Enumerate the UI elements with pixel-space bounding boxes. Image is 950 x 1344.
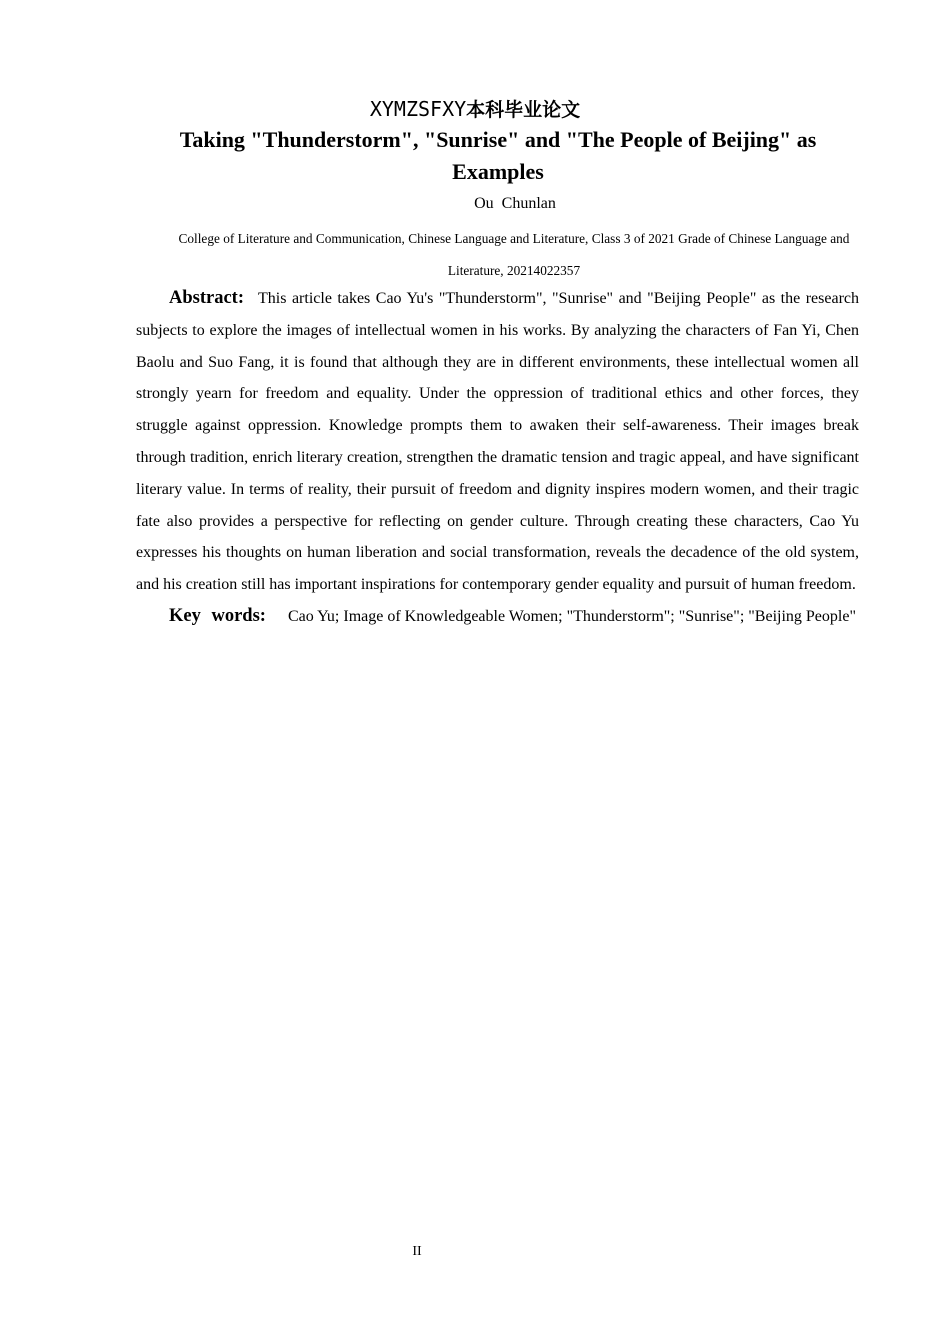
keywords-text: Cao Yu; Image of Knowledgeable Women; "Thunderstorm"; "Sunrise"; "Beijing People" bbox=[287, 607, 856, 625]
running-header bbox=[0, 95, 950, 124]
page-number: II bbox=[412, 1244, 422, 1259]
author-affiliation: College of Literature and Communication, Chinese Language and Literature, Class 3 of 2021 Grade of Chinese Language and Literature, 20214022357 bbox=[178, 231, 850, 278]
abstract-section bbox=[136, 283, 859, 633]
paper-title: Taking "Thunderstorm", "Sunrise" and "The People of Beijing" as Examples bbox=[179, 127, 817, 184]
keywords-paragraph bbox=[136, 601, 859, 633]
header-label-cn: 本科毕业论文 bbox=[466, 99, 581, 121]
header-code: XYMZSFXY bbox=[369, 97, 467, 121]
abstract-paragraph bbox=[136, 283, 859, 601]
abstract-label: Abstract: bbox=[169, 288, 245, 308]
keywords-label: Key words: bbox=[169, 605, 266, 626]
author-name: Ou Chunlan bbox=[474, 195, 556, 212]
abstract-text: This article takes Cao Yu's "Thunderstorm", "Sunrise" and "Beijing People" as the research subjects to explore the images of intellectual women in his works. By analyzing the characters of Fan Yi, Chen Baolu and Suo Fang, it is found that although they are in different environments, these intellectual women all strongly yearn for freedom and equality. Under the oppression of traditional ethics and other forces, they struggle against oppression. Knowledge prompts them to awaken their self-awareness. Their images break through tradition, enrich literary creation, strengthen the dramatic tension and tragic appeal, and have significant literary value. In terms of reality, their pursuit of freedom and dignity inspires modern women, and their tragic fate also provides a perspective for reflecting on gender culture. Through creating these characters, Cao Yu expresses his thoughts on human liberation and social transformation, reveals the decadence of the old system, and his creation still has important inspirations for contemporary gender equality and pursuit of human freedom. bbox=[136, 290, 859, 594]
